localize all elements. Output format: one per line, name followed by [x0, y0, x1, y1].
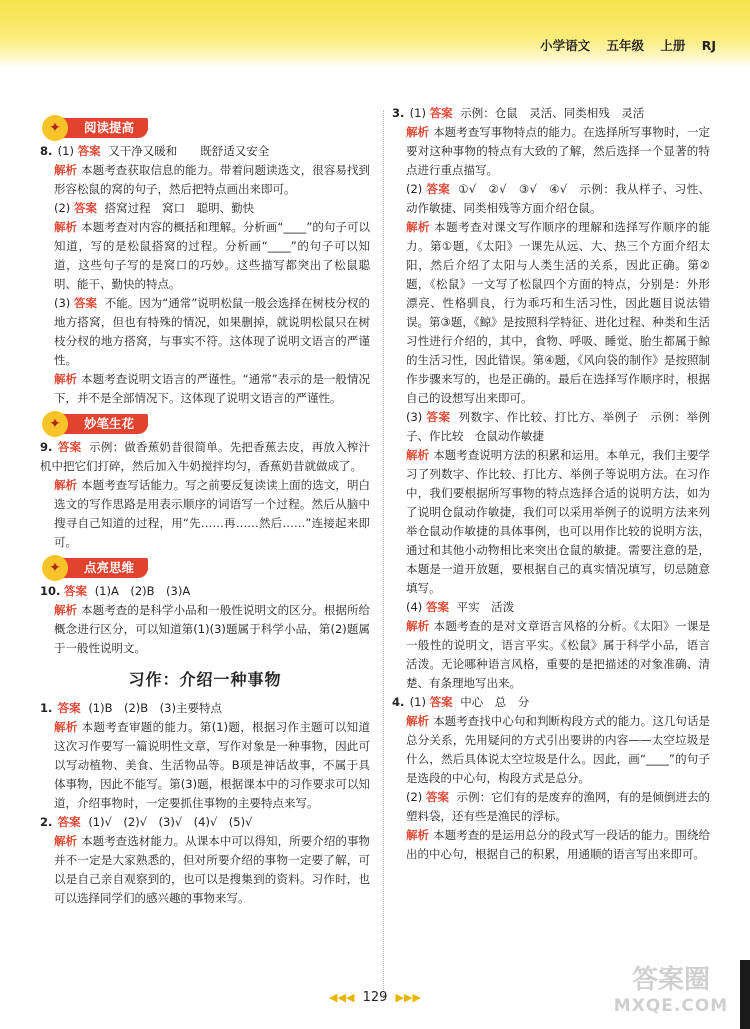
q8-1-answer: 8. (1) 答案 又干净又暖和 既舒适又安全	[40, 144, 270, 158]
left-arrows-icon: ◀◀◀	[329, 991, 355, 1004]
section-tag-reading: ✦ 阅读提高	[50, 118, 148, 138]
q4-1-answer: 4. (1) 答案 中心 总 分	[392, 695, 530, 709]
watermark-url: MXQE.COM	[613, 996, 729, 1016]
right-column	[392, 104, 710, 864]
q8-2-analysis: 解析 本题考查对内容的概括和理解。分析画“____”的句子可以知道，写的是松鼠搭窝的过程。分析画“____”的句子可以知道，这些句子写的是窝口的巧妙。这些描写都突出了松鼠聪明、能干、勤快的特点。	[54, 220, 370, 291]
q10-answer: 10. 答案 (1)A (2)B (3)A	[40, 584, 191, 598]
xizuo-title: 习作：介绍一种事物	[128, 670, 282, 689]
header-term: 上册	[660, 38, 686, 53]
q8-3-analysis: 解析 本题考查说明文语言的严谨性。“通常”表示的是一般情况下，并不是全部情况下。这体现了说明文语言的严谨性。	[54, 372, 371, 405]
watermark-logo: 答案圈	[631, 965, 710, 995]
page-edge	[740, 960, 750, 1029]
q3-4-analysis: 解析 本题考查的是对文章语言风格的分析。《太阳》一课是一般性的说明文，语言平实。《松鼠》属于科学小品，语言活泼。无论哪种语言风格，重要的是把描述的对象准确、清楚、有条理地写出来。	[406, 619, 711, 690]
q3-2-answer: (2) 答案 ①√ ②√ ③√ ④√ 示例：我从样子、习性、动作敏捷、同类相残等方面介绍仓鼠。	[406, 182, 711, 215]
left-column	[40, 112, 370, 908]
q8-3-answer: (3) 答案 不能。因为“通常”说明松鼠一般会选择在树枝分杈的地方搭窝，但也有特殊的情况，如果删掉，就说明松鼠只在树枝分杈的地方搭窝，与事实不符。这体现了说明文语言的严谨性。	[54, 296, 371, 367]
q10-analysis: 解析 本题考查的是科学小品和一般性说明文的区分。根据所给概念进行区分，可以知道第(1)(3)题属于科学小品，第(2)题属于一般性说明文。	[54, 603, 371, 655]
q3-4-answer: (4) 答案 平实 活泼	[406, 600, 515, 614]
q4-1-analysis: 解析 本题考查找中心句和判断构段方式的能力。这几句话是总分关系，先用疑问的方式引出要讲的内容——太空垃圾是什么，然后具体说太空垃圾是什么。因此，画“____”的句子是选段的中心句，构段方式是总分。	[406, 714, 711, 785]
star-badge-icon: ✦	[42, 411, 68, 437]
q4-2-answer: (2) 答案 示例：它们有的是废弃的渔网，有的是倾倒进去的塑料袋，还有些是渔民的浮标。	[406, 790, 710, 823]
q9-answer: 9. 答案 示例：做香蕉奶昔很简单。先把香蕉去皮，再放入榨汁机中把它们打碎，然后加入牛奶搅拌均匀，香蕉奶昔就做成了。	[40, 440, 371, 473]
q2-answer: 2. 答案 (1)√ (2)√ (3)√ (4)√ (5)√	[40, 815, 253, 829]
q8-2-answer: (2) 答案 搭窝过程 窝口 聪明、勤快	[54, 201, 255, 215]
q4-2-analysis: 解析 本题考查的是运用总分的段式写一段话的能力。围绕给出的中心句，根据自己的积累，用通顺的语言写出来即可。	[406, 828, 711, 861]
star-badge-icon: ✦	[42, 555, 68, 581]
q8-1-analysis: 解析 本题考查获取信息的能力。带着问题读选文，很容易找到形容松鼠的窝的句子，然后把特点画出来即可。	[54, 163, 371, 196]
right-arrows-icon: ▶▶▶	[395, 991, 421, 1004]
header-subject: 小学语文	[540, 38, 591, 53]
q2-analysis: 解析 本题考查选材能力。从课本中可以得知，所要介绍的事物并不一定是大家熟悉的，但对所要介绍的事物一定要了解，可以是自己亲自观察到的，也可以是搜集到的资料。习作时，也可以选择同学们的感兴趣的事物来写。	[54, 834, 371, 905]
q9-analysis: 解析 本题考查写话能力。写之前要反复读读上面的选文，明白选文的写作思路是用表示顺序的词语写一个过程。然后从脑中搜寻自己知道的过程，用“先……再……然后……”连接起来即可。	[54, 478, 371, 549]
section-tag-thinking: ✦ 点亮思维	[50, 558, 148, 578]
q3-1-answer: 3. (1) 答案 示例：仓鼠 灵活、同类相残 灵活	[392, 106, 645, 120]
star-badge-icon: ✦	[42, 115, 68, 141]
q1-answer: 1. 答案 (1)B (2)B (3)主要特点	[40, 701, 222, 715]
q3-2-analysis: 解析 本题考查对课文写作顺序的理解和选择写作顺序的能力。第①题，《太阳》一课先从远、大、热三个方面介绍太阳，然后介绍了太阳与人类生活的关系，因此正确。第②题，《松鼠》一文写了松鼠四个方面的特点，分别是：外形漂亮、性格驯良，行为乖巧和生活习性，因此题目说法错误。第③题，《鲸》是按照科学特征、进化过程、种类和生活习性进行介绍的，其中，食物、呼吸、睡觉、胎生都属于鲸的生活习性，因此错误。第④题，《风向袋的制作》是按照制作步骤来写的，也是正确的。最后在选择写作顺序时，根据自己的设想写出来即可。	[406, 220, 711, 405]
watermark	[606, 967, 736, 1019]
q3-1-analysis: 解析 本题考查写事物特点的能力。在选择所写事物时，一定要对这种事物的特点有大致的了解，然后选择一个显著的特点进行重点描写。	[406, 125, 711, 177]
q3-3-analysis: 解析 本题考查说明方法的积累和运用。本单元，我们主要学习了列数字、作比较、打比方、举例子等说明方法。在习作中，我们要根据所写事物的特点选择合适的说明方法，如为了说明仓鼠动作敏捷，我们可以采用举例子的说明方法来列举仓鼠动作敏捷的具体事例，也可以用作比较的说明方法，通过和其他小动物相比来突出仓鼠的敏捷。需要注意的是，本题是一道开放题，要根据自己的真实情况填写，切忌随意填写。	[406, 448, 711, 595]
section-tag-writing: ✦ 妙笔生花	[50, 414, 148, 434]
q3-3-answer: (3) 答案 列数字、作比较、打比方、举例子 示例：举例子、作比较 仓鼠动作敏捷	[406, 410, 711, 443]
q1-analysis: 解析 本题考查审题的能力。第(1)题，根据习作主题可以知道这次习作要写一篇说明性文章，写作对象是一种事物，因此可以写动植物、美食、生活物品等。B项是神话故事，不属于具体事物，因此不能写。第(3)题，根据课本中的习作要求可以知道，介绍事物时，一定要抓住事物的主要特点来写。	[54, 720, 370, 810]
page-number: 129	[362, 990, 388, 1005]
page-header	[528, 36, 716, 55]
header-edition: RJ	[701, 38, 716, 53]
header-band	[0, 0, 750, 68]
header-grade: 五年级	[606, 38, 644, 53]
column-divider	[383, 110, 384, 1000]
